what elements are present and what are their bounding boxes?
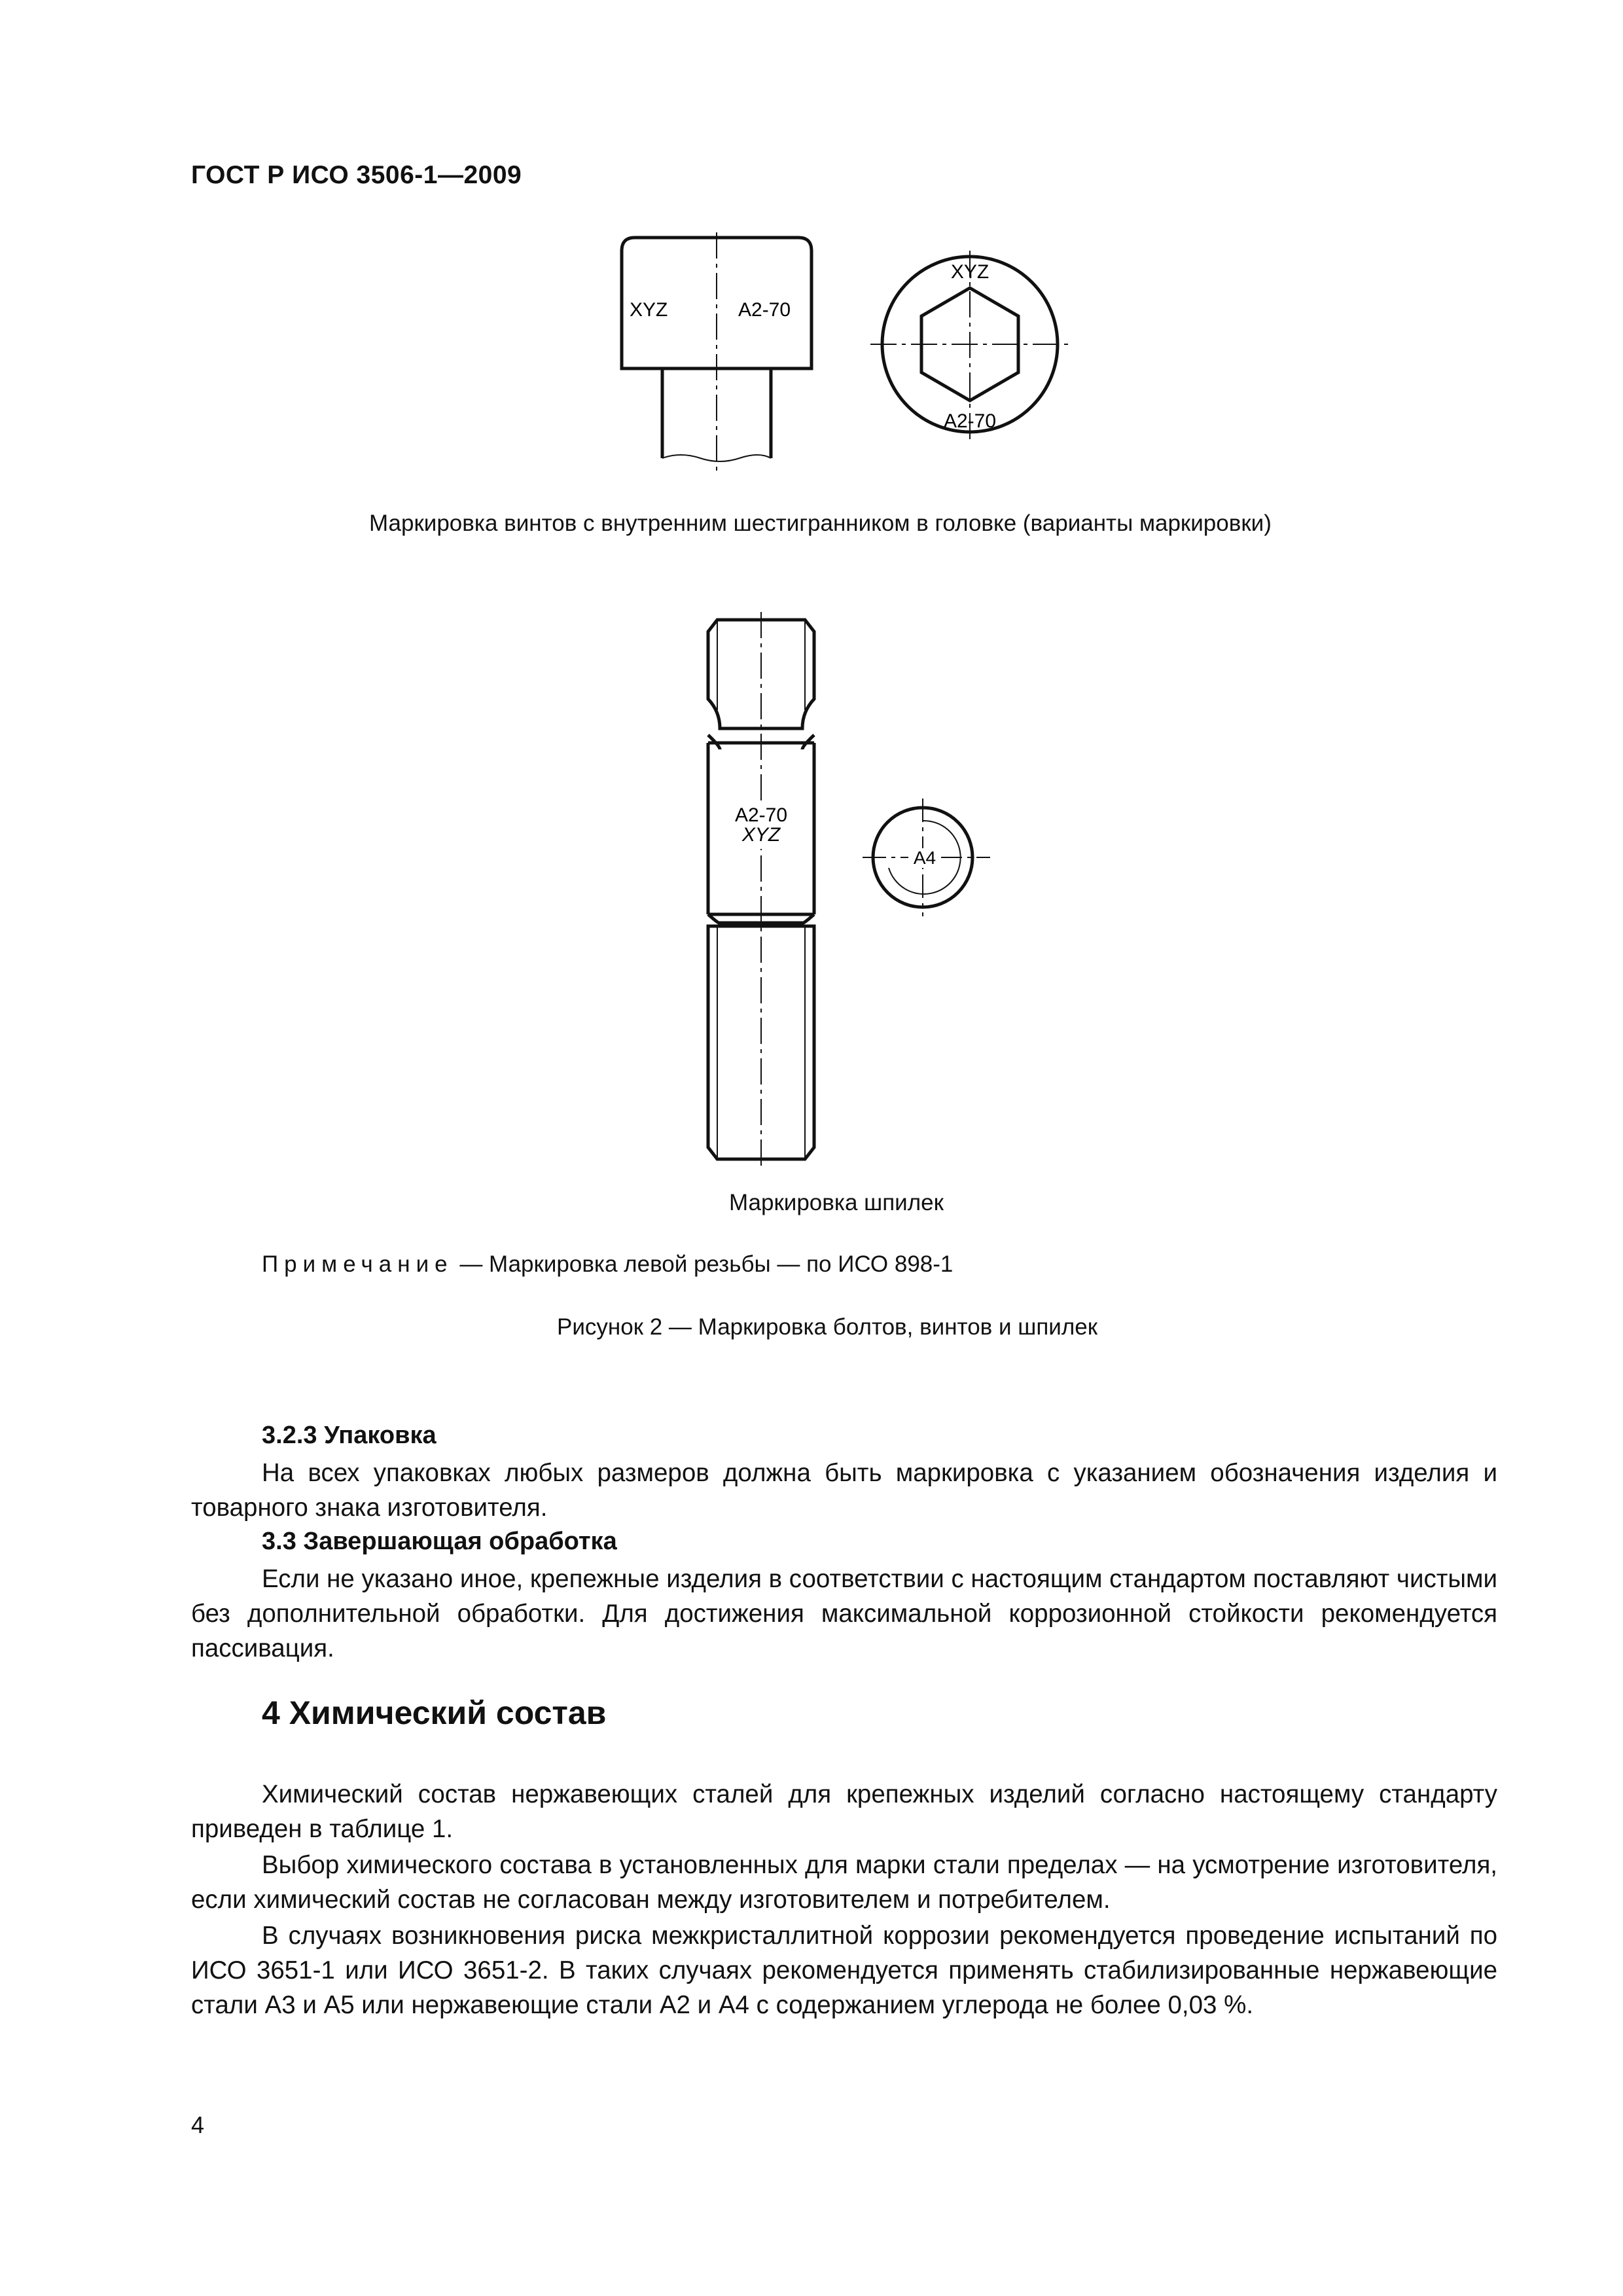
figure-note: [262, 1251, 953, 1278]
screw-side-grade-label: A2-70: [738, 299, 791, 321]
section-3-3-title: 3.3 Завершающая обработка: [262, 1528, 617, 1555]
chapter-4-paragraph-1: Химический состав нержавеющих сталей для крепежных изделий согласно настоящему стандарту приведен в таблице 1.: [191, 1780, 1497, 1843]
screw-top-view-drawing: [865, 251, 1075, 440]
chapter-4-title: 4 Химический состав: [262, 1695, 607, 1731]
page-number: 4: [191, 2111, 205, 2138]
screw-side-view-drawing: [609, 232, 825, 475]
screw-marking-caption: Маркировка винтов с внутренним шестигранником в головке (варианты маркировки): [369, 511, 1272, 536]
chapter-4-paragraph-3: В случаях возникновения риска межкристаллитной коррозии рекомендуется проведение испытаний по ИСО 3651-1 или ИСО 3651-2. В таких случаях рекомендуется применять стабилизированные нержавеющие стали A3 и A5 или нержавеющие стали A2 и A4 с содержанием углерода не более 0,03 %.: [191, 1922, 1497, 2019]
stud-side-view-drawing: [694, 612, 825, 1168]
stud-end-label: A4: [913, 848, 936, 868]
section-3-2-3-text: На всех упаковках любых размеров должна быть маркировка с указанием обозначения изделия и товарного знака изготовителя.: [191, 1459, 1497, 1522]
section-3-2-3-title: 3.2.3 Упаковка: [262, 1422, 437, 1449]
stud-manufacturer-label: XYZ: [741, 824, 781, 846]
screw-top-grade-label: A2-70: [943, 410, 997, 432]
section-3-3-text: Если не указано иное, крепежные изделия в соответствии с настоящим стандартом поставляют чистыми без дополнительной обработки. Для достижения максимальной коррозионной стойкости рекомендуется пассивация.: [191, 1565, 1497, 1662]
note-prefix: Примечание: [262, 1251, 454, 1277]
note-text: — Маркировка левой резьбы — по ИСО 898-1: [453, 1251, 954, 1277]
screw-top-manufacturer-label: XYZ: [950, 261, 990, 283]
document-header: ГОСТ Р ИСО 3506-1—2009: [191, 161, 522, 189]
stud-grade-label: A2-70: [734, 804, 788, 826]
figure-caption: Рисунок 2 — Маркировка болтов, винтов и шпилек: [557, 1314, 1098, 1340]
stud-end-view-drawing: [863, 798, 993, 916]
screw-side-manufacturer-label: XYZ: [630, 299, 668, 321]
stud-marking-caption: Маркировка шпилек: [729, 1190, 944, 1215]
chapter-4-paragraph-2: Выбор химического состава в установленных для марки стали пределах — на усмотрение изготовителя, если химический состав не согласован между изготовителем и потребителем.: [191, 1851, 1497, 1914]
